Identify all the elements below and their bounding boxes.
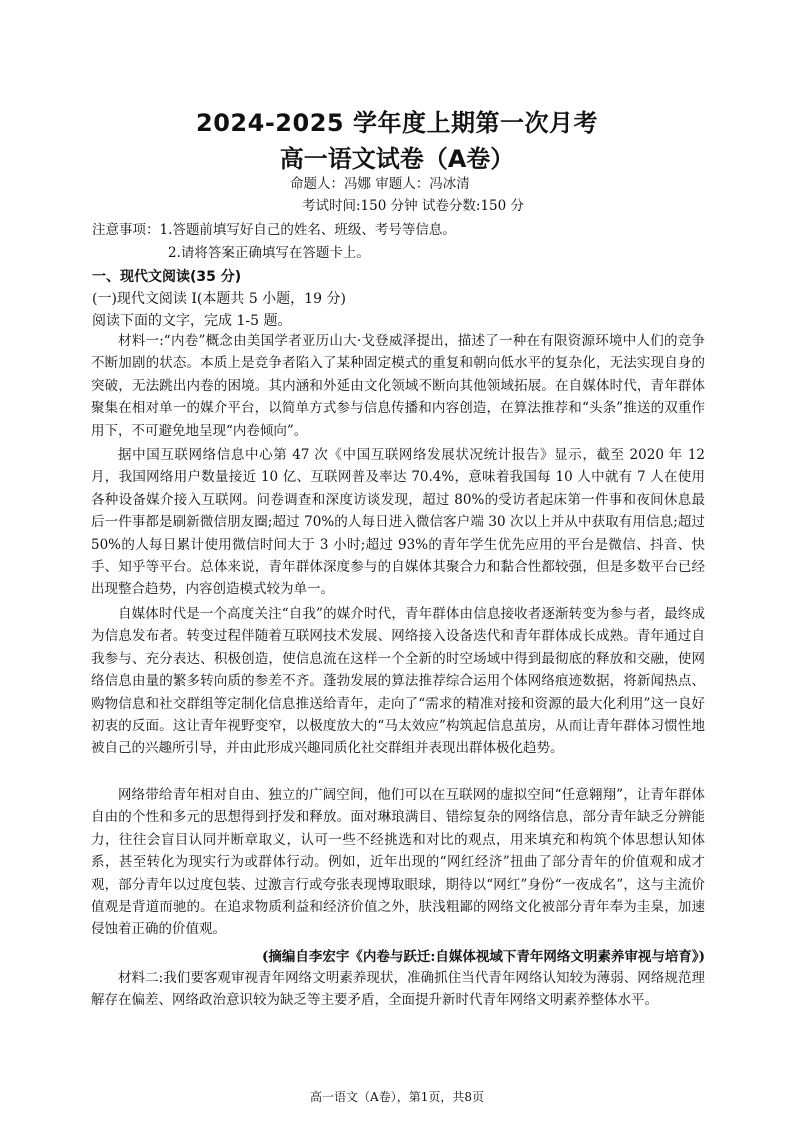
- paragraph-material-1: 材料一:“内卷”概念由美国学者亚历山大·戈登威泽提出，描述了一种在有限资源环境中人们的竞争不断加剧的状态。本质上是竞争者陷入了某种固定模式的重复和朝向低水平的复杂化，无法实现自身的突破，无法跳出内卷的困境。其内涵和外延由文化领域不断向其他领域拓展。在自媒体时代，青年群体聚集在相对单一的媒介平台，以简单方式参与信息传播和内容创造，在算法推荐和“头条”推送的双重作用下，不可避免地呈现“内卷倾向”。: [91, 333, 705, 439]
- page-footer: 高一语文（A卷），第1页，共8页: [310, 1090, 484, 1104]
- paragraph-statistics: 据中国互联网络信息中心第 47 次《中国互联网络发展状况统计报告》显示，截至 2020 年 12 月，我国网络用户数量接近 10 亿、互联网普及率达 70.4%，意味着我国每 10 人中就有 7 人在使用各种设备媒介接入互联网。问卷调查和深度访谈发现，超过 80%的受访者起床第一件事和夜间休息最后一件事都是刷新微信朋友圈;超过 70%的人每日进入微信客户端 30 次以上并从中获取有用信息;超过 50%的人每日累计使用微信时间大于 3 小时;超过 93%的青年学生优先应用的平台是微信、抖音、快手、知乎等平台。总体来说，青年群体深度参与的自媒体其聚合力和黏合性都较强，但是多数平台已经出现整合趋势，内容创造模式较为单一。: [91, 447, 705, 598]
- exam-time-score: 考试时间:150 分钟 试卷分数:150 分: [302, 198, 525, 214]
- notice-line-1: 注意事项：1.答题前填写好自己的姓名、班级、考号等信息。: [92, 222, 456, 238]
- reading-instruction: 阅读下面的文字，完成 1-5 题。: [92, 313, 292, 329]
- paragraph-self-media: 自媒体时代是一个高度关注“自我”的媒介时代，青年群体由信息接收者逐渐转变为参与者，最终成为信息发布者。转变过程伴随着互联网技术发展、网络接入设备迭代和青年群体成长成熟。青年通过自我参与、充分表达、积极创造，使信息流在这样一个全新的时空场域中得到最彻底的释放和交融，使网络信息由量的繁多转向质的参差不齐。蓬勃发展的算法推荐综合运用个体网络痕迹数据，将新闻热点、购物信息和社交群组等定制化信息推送给青年，走向了“需求的精准对接和资源的最大化利用”这一良好初衷的反面。这让青年视野变窄，以极度放大的“马太效应”构筑起信息茧房，从而让青年群体习惯性地被自己的兴趣所引导，并由此形成兴趣同质化社交群组并表现出群体极化趋势。: [91, 606, 705, 757]
- section-subheading: (一)现代文阅读 I(本题共 5 小题，19 分): [92, 291, 346, 307]
- section-heading: 一、现代文阅读(35 分): [92, 269, 242, 285]
- exam-subtitle: 高一语文试卷（A卷）: [279, 145, 515, 173]
- exam-title: 2024-2025 学年度上期第一次月考: [196, 109, 598, 137]
- notice-line-2: 2.请将答案正确填写在答题卡上。: [168, 245, 370, 261]
- source-citation: (摘编自李宏宇《内卷与跃迁:自媒体视域下青年网络文明素养审视与培育》): [261, 949, 705, 965]
- author-info: 命题人：冯娜 审题人：冯冰清: [290, 176, 470, 192]
- paragraph-material-2: 材料二:我们要客观审视青年网络文明素养现状，准确抓住当代青年网络认知较为薄弱、网络规范理解存在偏差、网络政治意识较为缺乏等主要矛盾，全面提升新时代青年网络文明素养整体水平。: [91, 970, 705, 1009]
- paragraph-network-space: 网络带给青年相对自由、独立的广阔空间，他们可以在互联网的虚拟空间“任意翱翔”，让青年群体自由的个性和多元的思想得到抒发和释放。面对琳琅满目、错综复杂的网络信息，部分青年缺乏分辨能力，往往会盲目认同并断章取义，认可一些不经挑选和对比的观点，用来填充和构筑个体思想认知体系，甚至转化为现实行为或群体行动。例如，近年出现的“网红经济”扭曲了部分青年的价值观和成才观，部分青年以过度包装、过激言行或夸张表现博取眼球，期待以“网红”身份“一夜成名”，这与主流价值观是背道而驰的。在追求物质利益和经济价值之外，肤浅粗鄙的网络文化被部分青年奉为圭臬，加速侵蚀着正确的价值观。: [91, 787, 705, 938]
